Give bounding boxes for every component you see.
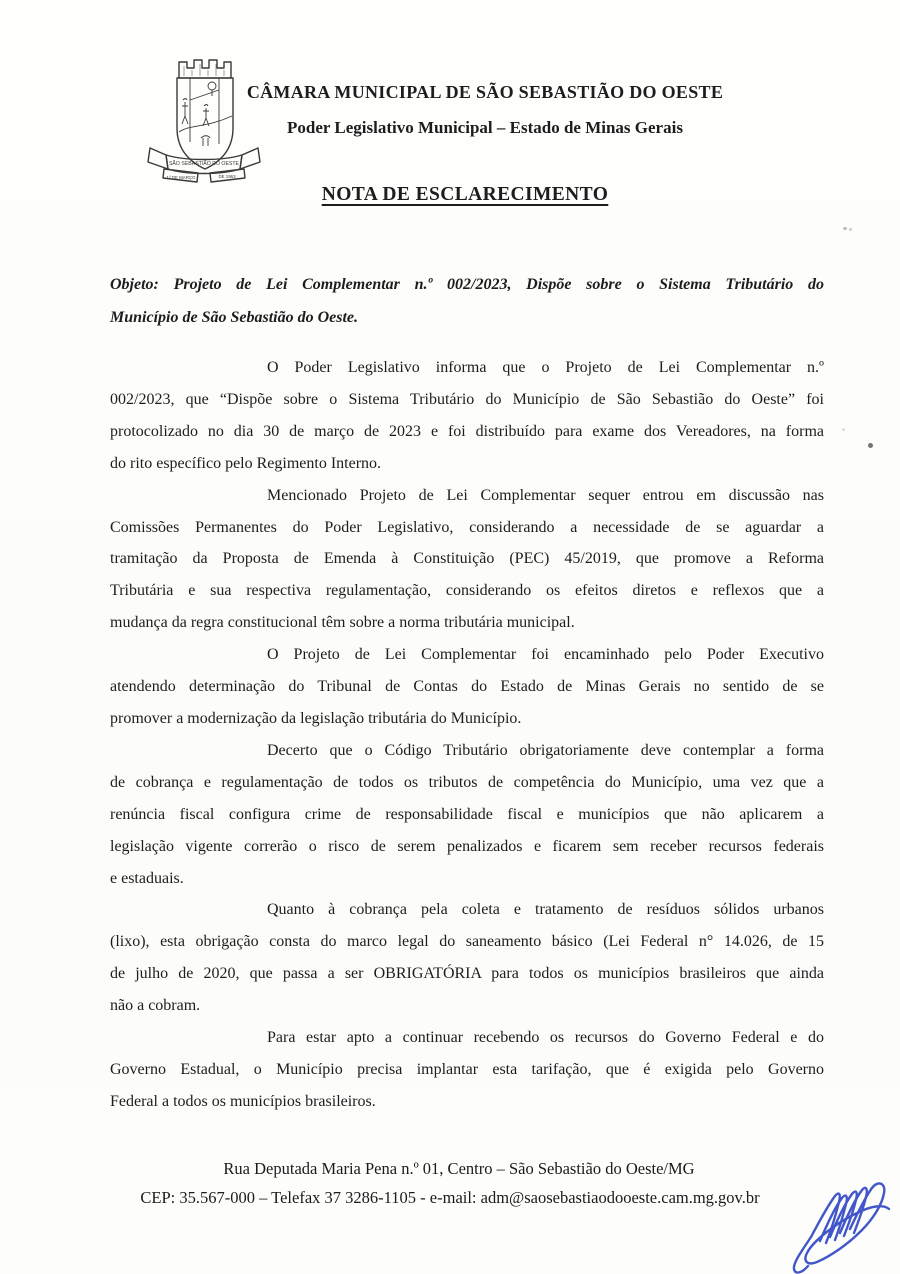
text-line: Governo Estadual, o Município precisa implantar esta tarifação, que é exigida pelo Governo [110,1060,824,1078]
text-line: e estaduais. [110,869,184,887]
text-line: O Projeto de Lei Complementar foi encaminhado pelo Poder Executivo [267,646,824,664]
text-line: Objeto: Projeto de Lei Complementar n.º 002/2023, Dispõe sobre o Sistema Tributário do [110,276,824,293]
text-line: Tributária e sua respectiva regulamentação, considerando os efeitos diretos e reflexos que a [110,582,824,600]
organization-name: CÂMARA MUNICIPAL DE SÃO SEBASTIÃO DO OESTE [246,82,724,102]
scan-speck [849,228,852,231]
text-line: Decerto que o Código Tributário obrigatoriamente deve contemplar a forma [267,741,824,759]
footer-address [0,1154,900,1212]
text-line: legislação vigente correrão o risco de serem penalizados e ficarem sem receber recursos federais [110,837,824,855]
text-line: 002/2023, que “Dispõe sobre o Sistema Tributário do Município de São Sebastião do Oeste” foi [110,390,824,408]
paragraph [110,352,824,480]
organization-subtitle: Poder Legislativo Municipal – Estado de Minas Gerais [287,118,683,137]
document-body [110,268,824,1118]
text-line: mudança da regra constitucional têm sobre a norma tributária municipal. [110,614,575,632]
footer-address-line1: Rua Deputada Maria Pena n.º 01, Centro – São Sebastião do Oeste/MG [223,1159,695,1178]
text-line: atendendo determinação do Tribunal de Contas do Estado de Minas Gerais no sentido de se [110,678,824,696]
paragraphs [110,352,824,1118]
text-line: Quanto à cobrança pela coleta e tratamento de resíduos sólidos urbanos [267,901,824,919]
text-line: O Poder Legislativo informa que o Projeto de Lei Complementar n.º [267,359,824,376]
text-line: de cobrança e regulamentação de todos os tributos de competência do Município, uma vez que a [110,773,824,791]
crest-ribbon-left-text: 1º DE MARÇO [166,175,196,180]
scan-speck [868,443,873,448]
paragraph [110,1022,824,1118]
text-line: renúncia fiscal configura crime de responsabilidade fiscal e municípios que não aplicarem a [110,805,824,823]
signature-stroke [794,1183,889,1272]
paragraph [110,894,824,1022]
scan-speck [843,227,847,230]
paragraph [110,480,824,640]
text-line: protocolizado no dia 30 de março de 2023 e foi distribuído para exame dos Vereadores, na forma [110,422,824,440]
text-line: Para estar apto a continuar recebendo os recursos do Governo Federal e do [267,1029,824,1047]
handwritten-signature [786,1176,898,1274]
crest-ribbon-text: SÃO SEBASTIÃO DO OESTE [168,161,240,167]
text-line: não a cobram. [110,997,201,1015]
text-line: de julho de 2020, que passa a ser OBRIGATÓRIA para todos os municípios brasileiros que ainda [110,965,824,983]
text-line: Federal a todos os municípios brasileiros. [110,1092,376,1110]
scan-speck [842,428,845,431]
text-line: do rito específico pelo Regimento Interno. [110,454,382,472]
crest-ribbon-right-text: DE 1963 [218,174,236,179]
text-line: Mencionado Projeto de Lei Complementar sequer entrou em discussão nas [267,486,824,504]
paragraph [110,735,824,895]
paragraph [110,639,824,735]
objeto-paragraph [110,268,824,334]
document-title: NOTA DE ESCLARECIMENTO [321,184,609,205]
text-line: (lixo), esta obrigação consta do marco legal do saneamento básico (Lei Federal n° 14.026, de 15 [110,933,824,951]
footer-address-line2: CEP: 35.567-000 – Telefax 37 3286-1105 - e-mail: adm@saosebastiaodooeste.cam.mg.gov.br [140,1188,760,1207]
text-line: Município de São Sebastião do Oeste. [110,309,359,326]
text-line: tramitação da Proposta de Emenda à Constituição (PEC) 45/2019, que promove a Reforma [110,550,824,568]
text-line: Comissões Permanentes do Poder Legislativo, considerando a necessidade de se aguardar a [110,518,824,536]
letterhead [225,82,745,138]
text-line: promover a modernização da legislação tributária do Município. [110,709,522,727]
signature-icon [786,1176,898,1274]
